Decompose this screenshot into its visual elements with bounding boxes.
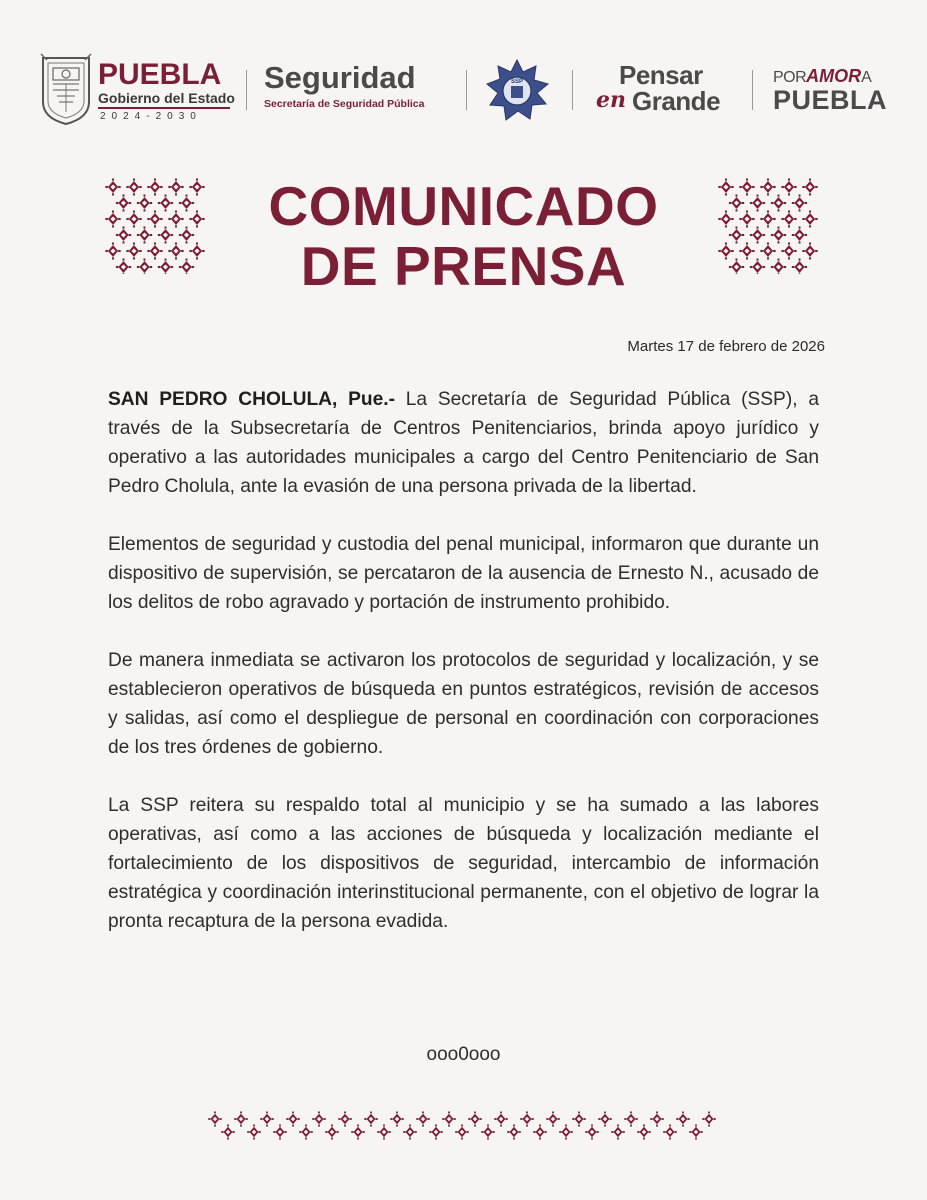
pattern-motif bbox=[718, 179, 733, 196]
logo-separator bbox=[572, 70, 573, 110]
pattern-motif bbox=[390, 1112, 404, 1127]
pattern-motif bbox=[771, 259, 786, 275]
pattern-motif bbox=[325, 1125, 339, 1140]
pattern-motif bbox=[158, 227, 173, 244]
puebla-slogan-wordmark: PUEBLA bbox=[773, 85, 888, 115]
pattern-motif bbox=[137, 227, 152, 244]
logo-separator bbox=[466, 70, 467, 110]
pattern-motif bbox=[718, 243, 733, 260]
pattern-motif bbox=[377, 1125, 391, 1140]
pattern-motif bbox=[168, 211, 183, 228]
pattern-motif bbox=[247, 1125, 261, 1140]
header-logos bbox=[0, 38, 927, 138]
pattern-motif bbox=[126, 211, 141, 228]
pattern-motif bbox=[208, 1112, 222, 1127]
pensar-grande-wordmark: Grande bbox=[632, 86, 721, 116]
decorative-pattern-right bbox=[716, 178, 824, 274]
press-release-body bbox=[108, 385, 819, 965]
pattern-motif bbox=[611, 1125, 625, 1140]
pattern-motif bbox=[147, 211, 162, 228]
seguridad-subtitle: Secretaría de Seguridad Pública bbox=[264, 98, 425, 110]
pattern-motif bbox=[781, 179, 796, 196]
pattern-motif bbox=[739, 179, 754, 196]
puebla-years: 2024-2030 bbox=[100, 111, 202, 122]
pattern-motif bbox=[792, 195, 807, 212]
pattern-motif bbox=[189, 179, 204, 196]
pattern-motif bbox=[689, 1125, 703, 1140]
pattern-motif bbox=[442, 1112, 456, 1127]
pattern-motif bbox=[572, 1112, 586, 1127]
pattern-motif bbox=[585, 1125, 599, 1140]
pattern-motif bbox=[147, 179, 162, 196]
pattern-motif bbox=[750, 195, 765, 212]
pattern-motif bbox=[533, 1125, 547, 1140]
page-title bbox=[230, 176, 697, 296]
pattern-motif bbox=[771, 227, 786, 244]
pattern-motif bbox=[234, 1112, 248, 1127]
pattern-motif bbox=[702, 1112, 716, 1127]
pattern-motif bbox=[598, 1112, 612, 1127]
pattern-motif bbox=[455, 1125, 469, 1140]
paragraph-2: Elementos de seguridad y custodia del penal municipal, informaron que durante un dispositivo de supervisión, se percataron de la ausencia de Ernesto N., acusado de los delitos de robo agravado y portación de instrumento prohibido. bbox=[108, 534, 819, 613]
release-date: Martes 17 de febrero de 2026 bbox=[627, 338, 825, 355]
pattern-motif bbox=[663, 1125, 677, 1140]
puebla-wordmark: PUEBLA bbox=[98, 58, 222, 91]
pattern-motif bbox=[168, 243, 183, 260]
logo-separator bbox=[752, 70, 753, 110]
pattern-motif bbox=[403, 1125, 417, 1140]
pattern-motif bbox=[221, 1125, 235, 1140]
pattern-motif bbox=[189, 243, 204, 260]
pattern-motif bbox=[260, 1112, 274, 1127]
puebla-divider bbox=[98, 107, 230, 109]
pattern-motif bbox=[299, 1125, 313, 1140]
pattern-motif bbox=[351, 1125, 365, 1140]
pattern-motif bbox=[559, 1125, 573, 1140]
logo-separator bbox=[246, 70, 247, 110]
pattern-motif bbox=[494, 1112, 508, 1127]
pattern-motif bbox=[126, 243, 141, 260]
pensar-wordmark: Pensar bbox=[619, 60, 703, 90]
pensar-en-script: en bbox=[596, 87, 626, 113]
pattern-motif bbox=[273, 1125, 287, 1140]
pattern-motif bbox=[147, 243, 162, 260]
pattern-motif bbox=[158, 195, 173, 212]
state-crest-icon bbox=[39, 52, 93, 126]
pattern-motif bbox=[520, 1112, 534, 1127]
svg-text:SSP: SSP bbox=[510, 79, 524, 85]
pattern-motif bbox=[168, 179, 183, 196]
paragraph-1: SAN PEDRO CHOLULA, Pue.- La Secretaría de Seguridad Pública (SSP), a través de la Subsecretaría de Centros Penitenciarios, brinda apoyo jurídico y operativo a las autoridades municipales a cargo del Centro Penitenciario de San Pedro Cholula, ante la evasión de una persona privada de la libertad. bbox=[108, 389, 819, 497]
title-line-2: DE PRENSA bbox=[300, 235, 627, 297]
pattern-motif bbox=[676, 1112, 690, 1127]
pattern-motif bbox=[137, 195, 152, 212]
pattern-motif bbox=[760, 211, 775, 228]
pattern-motif bbox=[137, 259, 152, 275]
puebla-subtitle: Gobierno del Estado bbox=[98, 90, 235, 106]
pattern-motif bbox=[624, 1112, 638, 1127]
police-star-badge-icon bbox=[484, 58, 550, 124]
pattern-motif bbox=[792, 259, 807, 275]
pattern-motif bbox=[126, 179, 141, 196]
pattern-motif bbox=[189, 211, 204, 228]
pattern-motif bbox=[792, 227, 807, 244]
pattern-motif bbox=[507, 1125, 521, 1140]
seguridad-wordmark: Seguridad bbox=[264, 60, 416, 95]
closing-mark: ooo0ooo bbox=[426, 1044, 501, 1065]
pattern-motif bbox=[105, 211, 120, 228]
decorative-pattern-left bbox=[103, 178, 211, 274]
pattern-motif bbox=[105, 179, 120, 196]
pattern-motif bbox=[729, 195, 744, 212]
pattern-motif bbox=[718, 211, 733, 228]
pattern-motif bbox=[286, 1112, 300, 1127]
pattern-motif bbox=[338, 1112, 352, 1127]
pattern-motif bbox=[546, 1112, 560, 1127]
pattern-motif bbox=[781, 211, 796, 228]
pattern-motif bbox=[312, 1112, 326, 1127]
pattern-motif bbox=[760, 179, 775, 196]
pattern-motif bbox=[729, 259, 744, 275]
por-amor-a-wordmark: PORAMORA bbox=[773, 66, 872, 86]
pattern-motif bbox=[105, 243, 120, 260]
pattern-motif bbox=[771, 195, 786, 212]
pattern-motif bbox=[750, 259, 765, 275]
decorative-pattern-bottom bbox=[205, 1110, 722, 1140]
pattern-motif bbox=[179, 259, 194, 275]
pattern-motif bbox=[802, 243, 817, 260]
pattern-motif bbox=[158, 259, 173, 275]
pattern-motif bbox=[116, 195, 131, 212]
dateline-place: SAN PEDRO CHOLULA, Pue.- bbox=[108, 389, 396, 410]
pattern-motif bbox=[760, 243, 775, 260]
paragraph-4: La SSP reitera su respaldo total al municipio y se ha sumado a las labores operativas, así como a las acciones de búsqueda y localización mediante el fortalecimiento de los dispositivos de seguridad, intercambio de información estratégica y coordinación interinstitucional permanente, con el objetivo de lograr la pronta recaptura de la persona evadida. bbox=[108, 795, 819, 932]
pattern-motif bbox=[781, 243, 796, 260]
pattern-motif bbox=[116, 259, 131, 275]
pattern-motif bbox=[802, 211, 817, 228]
pattern-motif bbox=[468, 1112, 482, 1127]
pattern-motif bbox=[179, 195, 194, 212]
pattern-motif bbox=[729, 227, 744, 244]
pattern-motif bbox=[429, 1125, 443, 1140]
pattern-motif bbox=[739, 243, 754, 260]
title-line-1: COMUNICADO bbox=[268, 175, 659, 237]
paragraph-3: De manera inmediata se activaron los protocolos de seguridad y localización, y se establecieron operativos de búsqueda en puntos estratégicos, revisión de accesos y salidas, así como el despliegue de personal en coordinación con corporaciones de los tres órdenes de gobierno. bbox=[108, 650, 819, 758]
pattern-motif bbox=[116, 227, 131, 244]
pattern-motif bbox=[739, 211, 754, 228]
pattern-motif bbox=[364, 1112, 378, 1127]
pattern-motif bbox=[179, 227, 194, 244]
pattern-motif bbox=[650, 1112, 664, 1127]
pattern-motif bbox=[481, 1125, 495, 1140]
pattern-motif bbox=[416, 1112, 430, 1127]
pattern-motif bbox=[750, 227, 765, 244]
pattern-motif bbox=[802, 179, 817, 196]
pattern-motif bbox=[637, 1125, 651, 1140]
